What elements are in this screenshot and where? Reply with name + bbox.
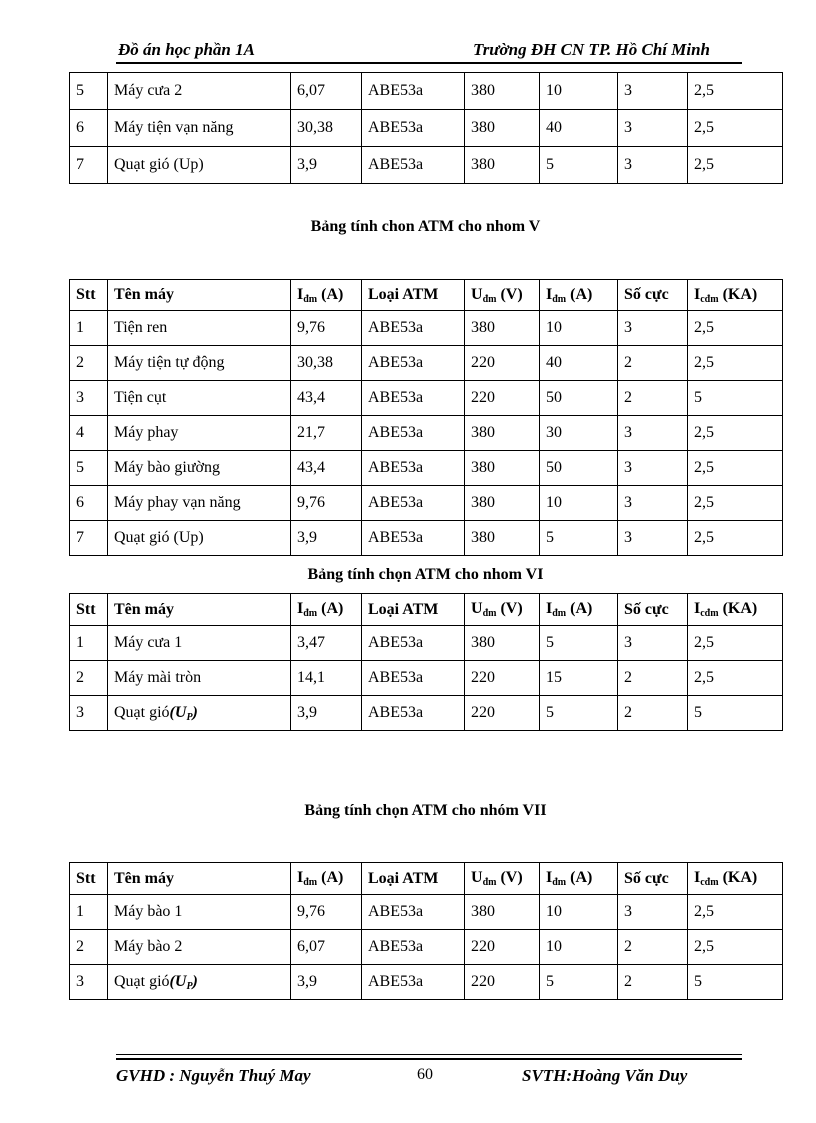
cell-name: Máy mài tròn: [108, 661, 291, 696]
cell-icdm: 2,5: [688, 73, 783, 110]
cell-name: Quạt $gió(U_P)$: [108, 965, 291, 1000]
cell-idm: 3,47: [291, 626, 362, 661]
cell-stt: 3: [70, 965, 108, 1000]
table-group-vii: [69, 862, 783, 1000]
cell-udm: 380: [465, 521, 540, 556]
table-group-vi: [69, 593, 783, 731]
cell-stt: 3: [70, 696, 108, 731]
cell-iatm: 10: [540, 73, 618, 110]
cell-idm: 3,9: [291, 965, 362, 1000]
cell-icdm: 2,5: [688, 930, 783, 965]
cell-cuc: 3: [618, 110, 688, 147]
cell-icdm: 5: [688, 965, 783, 1000]
cell-stt: 2: [70, 930, 108, 965]
cell-name: Máy bào 2: [108, 930, 291, 965]
cell-stt: 1: [70, 895, 108, 930]
cell-udm: 220: [465, 381, 540, 416]
cell-idm: 9,76: [291, 486, 362, 521]
cell-iatm: 30: [540, 416, 618, 451]
cell-loai: ABE53a: [362, 930, 465, 965]
cell-cuc: 3: [618, 895, 688, 930]
cell-udm: 220: [465, 346, 540, 381]
col-header-udm: $U_{đm}$ (V): [465, 280, 540, 311]
cell-loai: ABE53a: [362, 311, 465, 346]
footer-rule-thick: [116, 1058, 742, 1060]
cell-idm: 43,4: [291, 381, 362, 416]
cell-cuc: 3: [618, 451, 688, 486]
cell-icdm: 2,5: [688, 626, 783, 661]
col-header-stt: Stt: [70, 863, 108, 895]
cell-stt: 5: [70, 73, 108, 110]
col-header-stt: Stt: [70, 280, 108, 311]
cell-idm: 3,9: [291, 696, 362, 731]
cell-iatm: 15: [540, 661, 618, 696]
cell-stt: 4: [70, 416, 108, 451]
cell-loai: ABE53a: [362, 346, 465, 381]
col-header-idm: $I_{đm}$ (A): [291, 863, 362, 895]
cell-loai: ABE53a: [362, 965, 465, 1000]
col-header-idm: $I_{đm}$ (A): [291, 280, 362, 311]
table-row: [70, 521, 783, 556]
cell-icdm: 5: [688, 696, 783, 731]
cell-udm: 220: [465, 965, 540, 1000]
col-header-idm: $I_{đm}$ (A): [291, 594, 362, 626]
col-header-loai: Loại ATM: [362, 280, 465, 311]
cell-udm: 380: [465, 416, 540, 451]
cell-cuc: 3: [618, 73, 688, 110]
cell-udm: 380: [465, 147, 540, 184]
cell-icdm: 5: [688, 381, 783, 416]
col-header-icdm: $I_{cđm}$ (KA): [688, 863, 783, 895]
cell-iatm: 5: [540, 147, 618, 184]
cell-loai: ABE53a: [362, 895, 465, 930]
cell-cuc: 3: [618, 486, 688, 521]
cell-name: Máy phay vạn năng: [108, 486, 291, 521]
cell-idm: 3,9: [291, 521, 362, 556]
table-caption-group-v: Bảng tính chon ATM cho nhom V: [310, 218, 541, 235]
col-header-name: Tên máy: [108, 594, 291, 626]
col-header-loai: Loại ATM: [362, 594, 465, 626]
table-row: [70, 965, 783, 1000]
cell-loai: ABE53a: [362, 521, 465, 556]
table-row: [70, 381, 783, 416]
cell-iatm: 5: [540, 696, 618, 731]
cell-cuc: 2: [618, 661, 688, 696]
cell-cuc: 3: [618, 311, 688, 346]
cell-name: Tiện cụt: [108, 381, 291, 416]
col-header-name: Tên máy: [108, 863, 291, 895]
cell-name: Máy bào giường: [108, 451, 291, 486]
col-header-socuc: Số cực: [618, 594, 688, 626]
footer-supervisor: GVHD : Nguyễn Thuý May: [116, 1066, 311, 1085]
cell-idm: 43,4: [291, 451, 362, 486]
col-header-icdm: $I_{cđm}$ (KA): [688, 280, 783, 311]
cell-iatm: 10: [540, 895, 618, 930]
cell-stt: 7: [70, 147, 108, 184]
cell-udm: 380: [465, 895, 540, 930]
cell-iatm: 10: [540, 311, 618, 346]
table-row: [70, 110, 783, 147]
page-header: [116, 40, 742, 64]
table-caption-group-vi: Bảng tính chọn ATM cho nhom VI: [307, 566, 544, 583]
col-header-stt: Stt: [70, 594, 108, 626]
cell-icdm: 2,5: [688, 346, 783, 381]
col-header-udm: $U_{đm}$ (V): [465, 863, 540, 895]
header-course-title: Đồ án học phần 1A: [118, 40, 255, 59]
cell-name: Quạt $gió(U_P)$: [108, 696, 291, 731]
table-row: [70, 930, 783, 965]
page-number: 60: [417, 1066, 433, 1083]
cell-iatm: 5: [540, 626, 618, 661]
cell-cuc: 2: [618, 346, 688, 381]
cell-icdm: 2,5: [688, 895, 783, 930]
cell-udm: 380: [465, 626, 540, 661]
cell-idm: 9,76: [291, 895, 362, 930]
header-university: Trường ĐH CN TP. Hồ Chí Minh: [472, 40, 710, 59]
col-header-socuc: Số cực: [618, 280, 688, 311]
cell-idm: 14,1: [291, 661, 362, 696]
cell-name: Máy tiện vạn năng: [108, 110, 291, 147]
cell-icdm: 2,5: [688, 661, 783, 696]
table-row: [70, 451, 783, 486]
cell-idm: 21,7: [291, 416, 362, 451]
footer-rule-thin: [116, 1054, 742, 1055]
footer-student: SVTH:Hoàng Văn Duy: [522, 1066, 688, 1085]
cell-name: Quạt gió (Up): [108, 521, 291, 556]
cell-iatm: 5: [540, 965, 618, 1000]
cell-loai: ABE53a: [362, 661, 465, 696]
cell-udm: 380: [465, 73, 540, 110]
table-row: [70, 346, 783, 381]
col-header-iatm: $I_{đm}$ (A): [540, 280, 618, 311]
cell-icdm: 2,5: [688, 451, 783, 486]
cell-loai: ABE53a: [362, 416, 465, 451]
table-row: [70, 416, 783, 451]
col-header-udm: $U_{đm}$ (V): [465, 594, 540, 626]
cell-udm: 380: [465, 486, 540, 521]
cell-loai: ABE53a: [362, 451, 465, 486]
col-header-iatm: $I_{đm}$ (A): [540, 863, 618, 895]
cell-idm: 30,38: [291, 110, 362, 147]
cell-icdm: 2,5: [688, 311, 783, 346]
cell-stt: 3: [70, 381, 108, 416]
table-row: [70, 486, 783, 521]
cell-stt: 2: [70, 346, 108, 381]
cell-loai: ABE53a: [362, 381, 465, 416]
up-symbol: $(U_P)$: [169, 972, 198, 992]
cell-cuc: 3: [618, 147, 688, 184]
cell-idm: 30,38: [291, 346, 362, 381]
table-row: [70, 661, 783, 696]
table-group-v: [69, 279, 783, 556]
cell-stt: 7: [70, 521, 108, 556]
cell-cuc: 3: [618, 626, 688, 661]
cell-udm: 380: [465, 451, 540, 486]
cell-iatm: 10: [540, 486, 618, 521]
cell-icdm: 2,5: [688, 147, 783, 184]
cell-udm: 380: [465, 110, 540, 147]
cell-udm: 380: [465, 311, 540, 346]
cell-iatm: 50: [540, 451, 618, 486]
cell-name: Quạt gió (Up): [108, 147, 291, 184]
cell-cuc: 2: [618, 965, 688, 1000]
cell-name: Máy phay: [108, 416, 291, 451]
cell-cuc: 3: [618, 521, 688, 556]
table-header-row: [70, 280, 783, 311]
table-row: [70, 895, 783, 930]
col-header-loai: Loại ATM: [362, 863, 465, 895]
cell-icdm: 2,5: [688, 416, 783, 451]
cell-idm: 6,07: [291, 73, 362, 110]
table-header-row: [70, 594, 783, 626]
table-row: [70, 311, 783, 346]
cell-loai: ABE53a: [362, 110, 465, 147]
cell-loai: ABE53a: [362, 486, 465, 521]
cell-iatm: 40: [540, 346, 618, 381]
cell-cuc: 2: [618, 930, 688, 965]
table-row: [70, 147, 783, 184]
cell-iatm: 5: [540, 521, 618, 556]
up-symbol: $(U_P)$: [169, 703, 198, 723]
col-header-name: Tên máy: [108, 280, 291, 311]
cell-loai: ABE53a: [362, 73, 465, 110]
col-header-socuc: Số cực: [618, 863, 688, 895]
cell-udm: 220: [465, 696, 540, 731]
cell-icdm: 2,5: [688, 110, 783, 147]
cell-name: Máy bào 1: [108, 895, 291, 930]
table-header-row: [70, 863, 783, 895]
cell-iatm: 10: [540, 930, 618, 965]
cell-udm: 220: [465, 930, 540, 965]
table-continuation: [69, 72, 783, 184]
col-header-icdm: $I_{cđm}$ (KA): [688, 594, 783, 626]
cell-stt: 1: [70, 626, 108, 661]
cell-loai: ABE53a: [362, 696, 465, 731]
cell-stt: 6: [70, 486, 108, 521]
cell-idm: 3,9: [291, 147, 362, 184]
cell-cuc: 2: [618, 696, 688, 731]
cell-icdm: 2,5: [688, 486, 783, 521]
cell-idm: 6,07: [291, 930, 362, 965]
cell-name: Tiện ren: [108, 311, 291, 346]
cell-stt: 5: [70, 451, 108, 486]
cell-udm: 220: [465, 661, 540, 696]
cell-iatm: 50: [540, 381, 618, 416]
cell-iatm: 40: [540, 110, 618, 147]
cell-name: Máy cưa 1: [108, 626, 291, 661]
cell-cuc: 2: [618, 381, 688, 416]
cell-icdm: 2,5: [688, 521, 783, 556]
cell-stt: 6: [70, 110, 108, 147]
cell-name: Máy tiện tự động: [108, 346, 291, 381]
table-row: [70, 696, 783, 731]
cell-cuc: 3: [618, 416, 688, 451]
cell-loai: ABE53a: [362, 147, 465, 184]
table-row: [70, 626, 783, 661]
cell-stt: 2: [70, 661, 108, 696]
cell-loai: ABE53a: [362, 626, 465, 661]
cell-stt: 1: [70, 311, 108, 346]
cell-name: Máy cưa 2: [108, 73, 291, 110]
table-caption-group-vii: Bảng tính chọn ATM cho nhóm VII: [304, 802, 547, 819]
cell-idm: 9,76: [291, 311, 362, 346]
table-row: [70, 73, 783, 110]
col-header-iatm: $I_{đm}$ (A): [540, 594, 618, 626]
